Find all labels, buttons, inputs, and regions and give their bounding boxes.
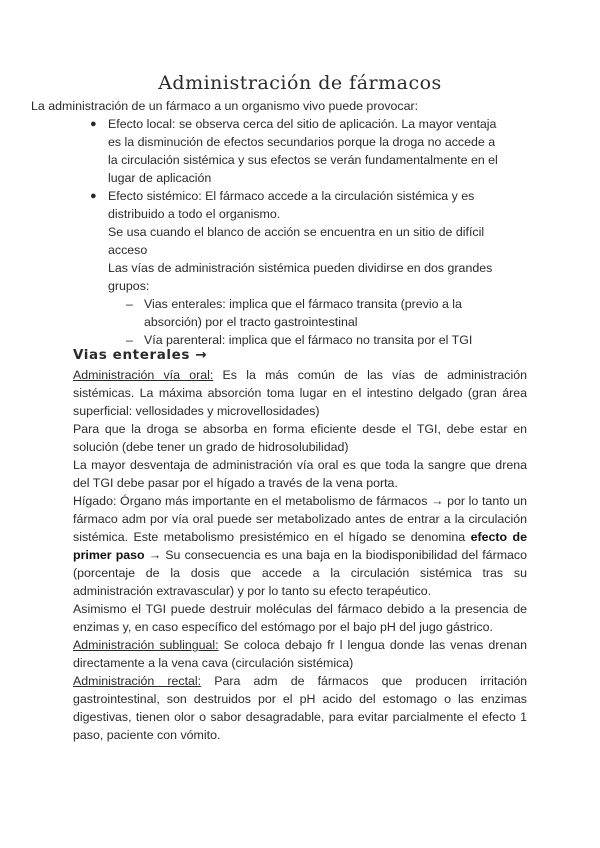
paragraph-rectal [73, 672, 527, 744]
bullet-text: Efecto local: se observa cerca del sitio de aplicación. La mayor ventaja es la disminución de efectos secundarios porque la droga no accede a la circulación sistémica y sus efectos se verán fundamentalmente en el lugar de aplicación [108, 117, 498, 185]
paragraph-solution: Para que la droga se absorba en forma eficiente desde el TGI, debe estar en solución (debe tener un grado de hidrosolubilidad) [73, 422, 527, 454]
paragraph-text: Se coloca debajo fr l lengua donde las venas drenan directamente a la vena cava (circulación sistémica) [73, 638, 527, 670]
page-title: Administración de fármacos [158, 72, 442, 94]
dash-icon: – [126, 297, 133, 311]
paragraph-label: Administración rectal: [73, 674, 202, 688]
paragraph-disadvantage: La mayor desventaja de administración vía oral es que toda la sangre que drena del TGI debe pasar por el hígado a través de la vena porta. [73, 458, 527, 490]
bullet-dot-icon: ● [90, 190, 97, 202]
paragraph-text: Para adm de fármacos que producen irritación gastrointestinal, son destruidos por el pH acido del estomago o las enzimas digestivas, tienen olor o sabor desagradable, para evitar parcialmente el efecto 1 paso, paciente con vómito. [73, 674, 527, 742]
paragraph-bold: efecto de primer paso → [73, 530, 527, 562]
paragraph-text: Es la más común de las vías de administración sistémicas. La máxima absorción toma lugar en el intestino delgado (gran área superficial: vellosidades y microvellosidades) [73, 368, 527, 418]
intro-text: La administración de un fármaco a un organismo vivo puede provocar: [31, 99, 419, 113]
sub-list [126, 295, 508, 349]
paragraph-text: Hígado: Órgano más importante en el metabolismo de fármacos → por lo tanto un fármaco adm por vía oral puede ser metabolizado antes de entrar a la circulación sistémica. Este metabolismo presistémico en el hígado se denomina [73, 494, 527, 544]
bullet-dot-icon: ● [90, 118, 97, 130]
sub-item-enteral [126, 295, 508, 331]
paragraph-label: Administración sublingual: [73, 638, 219, 652]
dash-icon: – [126, 333, 133, 347]
bullet-list [90, 115, 508, 349]
paragraph-liver [73, 492, 527, 600]
bullet-local-effect [90, 115, 508, 187]
bullet-extra-text: Las vías de administración sistémica pueden dividirse en dos grandes grupos: [108, 261, 493, 293]
paragraph-oral [73, 366, 527, 420]
sub-item-text: Vias enterales: implica que el fármaco transita (previo a la absorción) por el tracto gastrointestinal [144, 297, 462, 329]
paragraph-text: Su consecuencia es una baja en la biodisponibilidad del fármaco (porcentaje de la dosis que accede a la circulación sistémica tras su administración extravascular) y por lo tanto su efecto terapéutico. [73, 548, 527, 598]
sub-item-text: Vía parenteral: implica que el fármaco no transita por el TGI [144, 333, 473, 347]
paragraph-tgi: Asimismo el TGI puede destruir moléculas del fármaco debido a la presencia de enzimas y, en caso específico del estómago por el bajo pH del jugo gástrico. [73, 602, 527, 634]
paragraph-sublingual [73, 636, 527, 672]
bullet-text: Efecto sistémico: El fármaco accede a la circulación sistémica y es distribuido a todo el organismo. [108, 189, 475, 221]
body-text [73, 366, 527, 744]
bullet-extra-text: Se usa cuando el blanco de acción se encuentra en un sitio de difícil acceso [108, 225, 485, 257]
bullet-systemic-effect [90, 187, 508, 349]
section-heading: Vias enterales → [73, 347, 208, 363]
paragraph-label: Administración vía oral: [73, 368, 214, 382]
